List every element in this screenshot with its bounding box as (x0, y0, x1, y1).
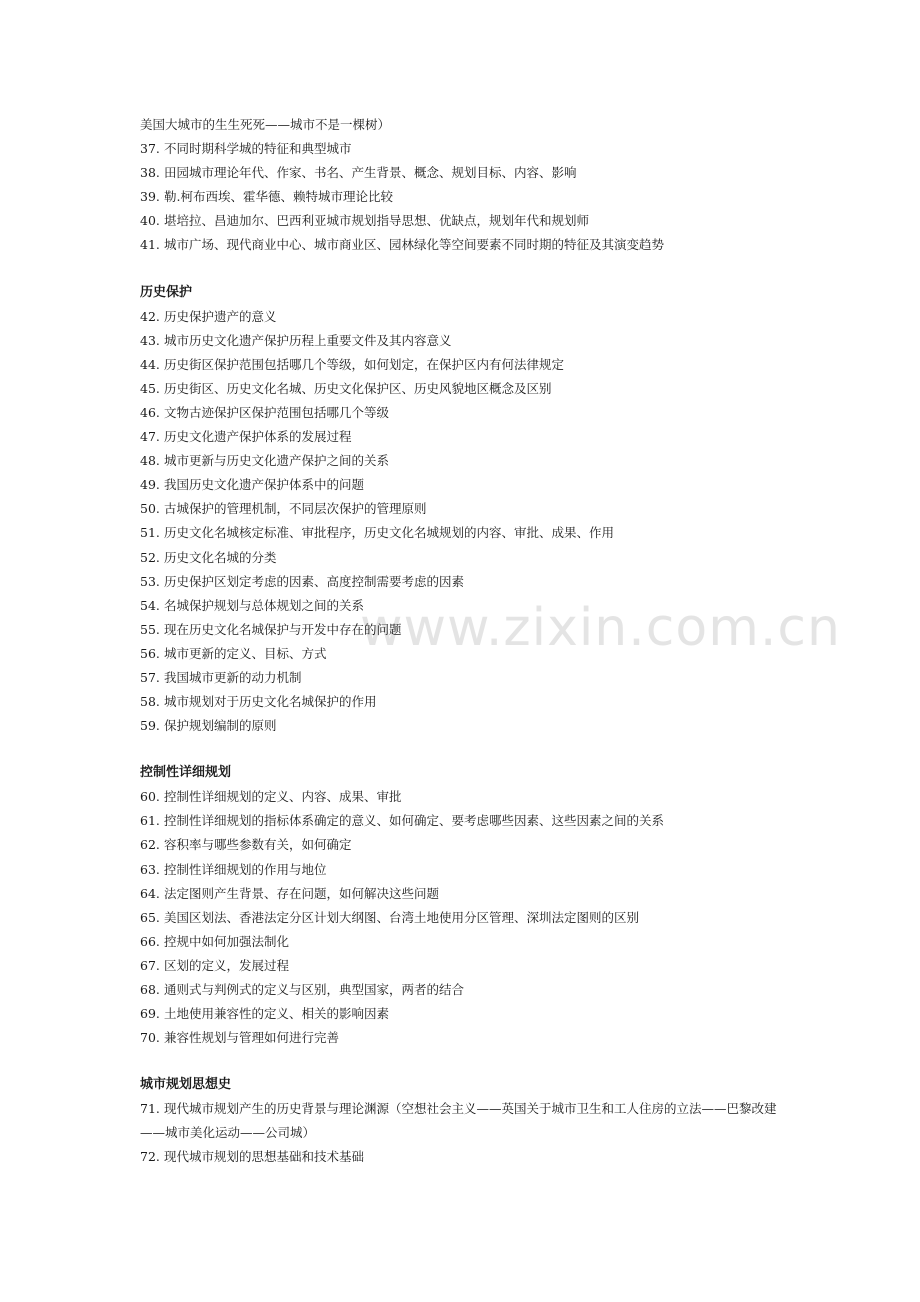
item-text: 历史文化名城核定标准、审批程序，历史文化名城规划的内容、审批、成果、作用 (164, 525, 615, 541)
item-text: 勒.柯布西埃、霍华德、赖特城市理论比较 (164, 189, 393, 205)
item-number: 68. (140, 982, 160, 997)
item-text: 区划的定义，发展过程 (164, 957, 290, 973)
item-text: 我国历史文化遗产保护体系中的问题 (164, 477, 365, 493)
item-number: 50. (140, 501, 160, 517)
item-number: 66. (140, 933, 160, 949)
list-item (140, 1145, 800, 1169)
section-heading: 历史保护 (140, 284, 193, 300)
item-number: 52. (140, 549, 160, 565)
item-number: 48. (140, 453, 160, 469)
item-number: 47. (140, 429, 160, 445)
list-item (140, 377, 800, 401)
item-text: 保护规划编制的原则 (164, 718, 277, 734)
intro-list (140, 113, 800, 258)
item-text: 历史文化名城的分类 (164, 549, 277, 565)
item-text: 控规中如何加强法制化 (164, 933, 290, 949)
item-text: 现代城市规划的思想基础和技术基础 (164, 1149, 365, 1165)
item-text: 城市历史文化遗产保护历程上重要文件及其内容意义 (164, 332, 452, 348)
item-text: 控制性详细规划的定义、内容、成果、审批 (164, 789, 402, 805)
list-item (140, 954, 800, 978)
item-text: 我国城市更新的动力机制 (164, 669, 302, 685)
list-item (140, 594, 800, 618)
item-text: 兼容性规划与管理如何进行完善 (164, 1030, 340, 1046)
item-text: 文物古迹保护区保护范围包括哪几个等级 (164, 404, 390, 420)
item-number: 57. (140, 669, 160, 685)
item-text: 通则式与判例式的定义与区别，典型国家，两者的结合 (164, 982, 465, 997)
list-item (140, 209, 800, 233)
list-item (140, 978, 800, 1002)
item-text: 历史街区保护范围包括哪几个等级，如何划定，在保护区内有何法律规定 (164, 356, 565, 372)
list-item (140, 473, 800, 497)
list-item (140, 906, 800, 930)
item-number: 70. (140, 1030, 160, 1046)
item-number: 46. (140, 404, 160, 420)
item-number: 45. (140, 380, 160, 396)
item-text: 城市更新的定义、目标、方式 (164, 645, 327, 661)
list-item (140, 546, 800, 570)
list-item (140, 113, 800, 137)
item-number: 58. (140, 694, 160, 710)
item-text: 田园城市理论年代、作家、书名、产生背景、概念、规划目标、内容、影响 (164, 165, 577, 181)
item-number: 54. (140, 597, 160, 613)
item-text: 控制性详细规划的作用与地位 (164, 861, 327, 877)
item-text: 法定图则产生背景、存在问题，如何解决这些问题 (164, 885, 440, 901)
list-item (140, 1002, 800, 1026)
item-number: 65. (140, 909, 160, 925)
list-item (140, 1026, 800, 1050)
list-item (140, 401, 800, 425)
list-item (140, 425, 800, 449)
list-item (140, 930, 800, 954)
item-number: 67. (140, 957, 160, 973)
list-item (140, 449, 800, 473)
item-text: 古城保护的管理机制，不同层次保护的管理原则 (164, 501, 427, 517)
item-text: 历史保护遗产的意义 (164, 308, 277, 324)
item-number: 60. (140, 789, 160, 805)
item-number: 38. (140, 165, 160, 181)
document-page (140, 113, 800, 1170)
item-text: 名城保护规划与总体规划之间的关系 (164, 597, 365, 613)
item-text: 城市更新与历史文化遗产保护之间的关系 (164, 453, 390, 469)
list-item (140, 305, 800, 329)
list-item (140, 785, 800, 809)
item-number: 39. (140, 189, 160, 205)
item-text: 历史街区、历史文化名城、历史文化保护区、历史风貌地区概念及区别 (164, 380, 552, 396)
item-number: 71. (140, 1101, 160, 1117)
item-number: 37. (140, 141, 160, 157)
item-text: 控制性详细规划的指标体系确定的意义、如何确定、要考虑哪些因素、这些因素之间的关系 (164, 813, 665, 829)
list-item (140, 809, 800, 833)
watermark: www.zixin.com.cn (360, 598, 841, 658)
item-text: 容积率与哪些参数有关，如何确定 (164, 837, 352, 853)
item-number: 64. (140, 885, 160, 901)
item-number: 63. (140, 861, 160, 877)
item-number: 59. (140, 718, 160, 734)
list-item (140, 882, 800, 906)
item-text: 城市广场、现代商业中心、城市商业区、园林绿化等空间要素不同时期的特征及其演变趋势 (164, 237, 665, 253)
item-number: 41. (140, 237, 160, 253)
section-planning-history (140, 1073, 800, 1169)
item-text: 历史文化遗产保护体系的发展过程 (164, 429, 352, 445)
list-item (140, 329, 800, 353)
item-text: 土地使用兼容性的定义、相关的影响因素 (164, 1006, 390, 1022)
item-number: 49. (140, 477, 160, 493)
item-text: 不同时期科学城的特征和典型城市 (164, 141, 352, 157)
section-heading: 城市规划思想史 (140, 1077, 232, 1093)
item-number: 42. (140, 308, 160, 324)
list-item (140, 858, 800, 882)
list-item (140, 353, 800, 377)
item-number: 51. (140, 525, 160, 541)
list-item (140, 233, 800, 257)
item-number: 72. (140, 1149, 160, 1165)
item-number: 56. (140, 645, 160, 661)
item-text: 城市规划对于历史文化名城保护的作用 (164, 694, 377, 710)
item-number: 61. (140, 813, 160, 829)
list-item (140, 642, 800, 666)
list-item (140, 570, 800, 594)
section-heading: 控制性详细规划 (140, 765, 232, 781)
list-item (140, 137, 800, 161)
list-item (140, 714, 800, 738)
item-number: 44. (140, 356, 160, 372)
item-text: 历史保护区划定考虑的因素、高度控制需要考虑的因素 (164, 573, 465, 589)
item-text: 现在历史文化名城保护与开发中存在的问题 (164, 621, 402, 637)
list-item (140, 185, 800, 209)
list-item (140, 690, 800, 714)
item-text: 现代城市规划产生的历史背景与理论渊源（空想社会主义——英国关于城市卫生和工人住房的立法——巴黎改建——城市美化运动——公司城） (140, 1101, 777, 1141)
list-item (140, 618, 800, 642)
item-text: 美国大城市的生生死死——城市不是一棵树） (140, 117, 391, 132)
item-text: 堪培拉、昌迪加尔、巴西利亚城市规划指导思想、优缺点，规划年代和规划师 (164, 213, 590, 229)
item-number: 40. (140, 213, 160, 229)
item-number: 69. (140, 1006, 160, 1022)
item-number: 53. (140, 573, 160, 589)
item-number: 55. (140, 621, 160, 637)
list-item (140, 161, 800, 185)
list-item (140, 666, 800, 690)
list-item (140, 521, 800, 545)
item-number: 43. (140, 332, 160, 348)
list-item (140, 833, 800, 857)
item-text: 美国区划法、香港法定分区计划大纲图、台湾土地使用分区管理、深圳法定图则的区别 (164, 909, 640, 925)
section-history-preservation (140, 281, 800, 739)
list-item (140, 497, 800, 521)
item-number: 62. (140, 837, 160, 853)
section-regulatory-planning (140, 761, 800, 1050)
list-item (140, 1097, 800, 1145)
